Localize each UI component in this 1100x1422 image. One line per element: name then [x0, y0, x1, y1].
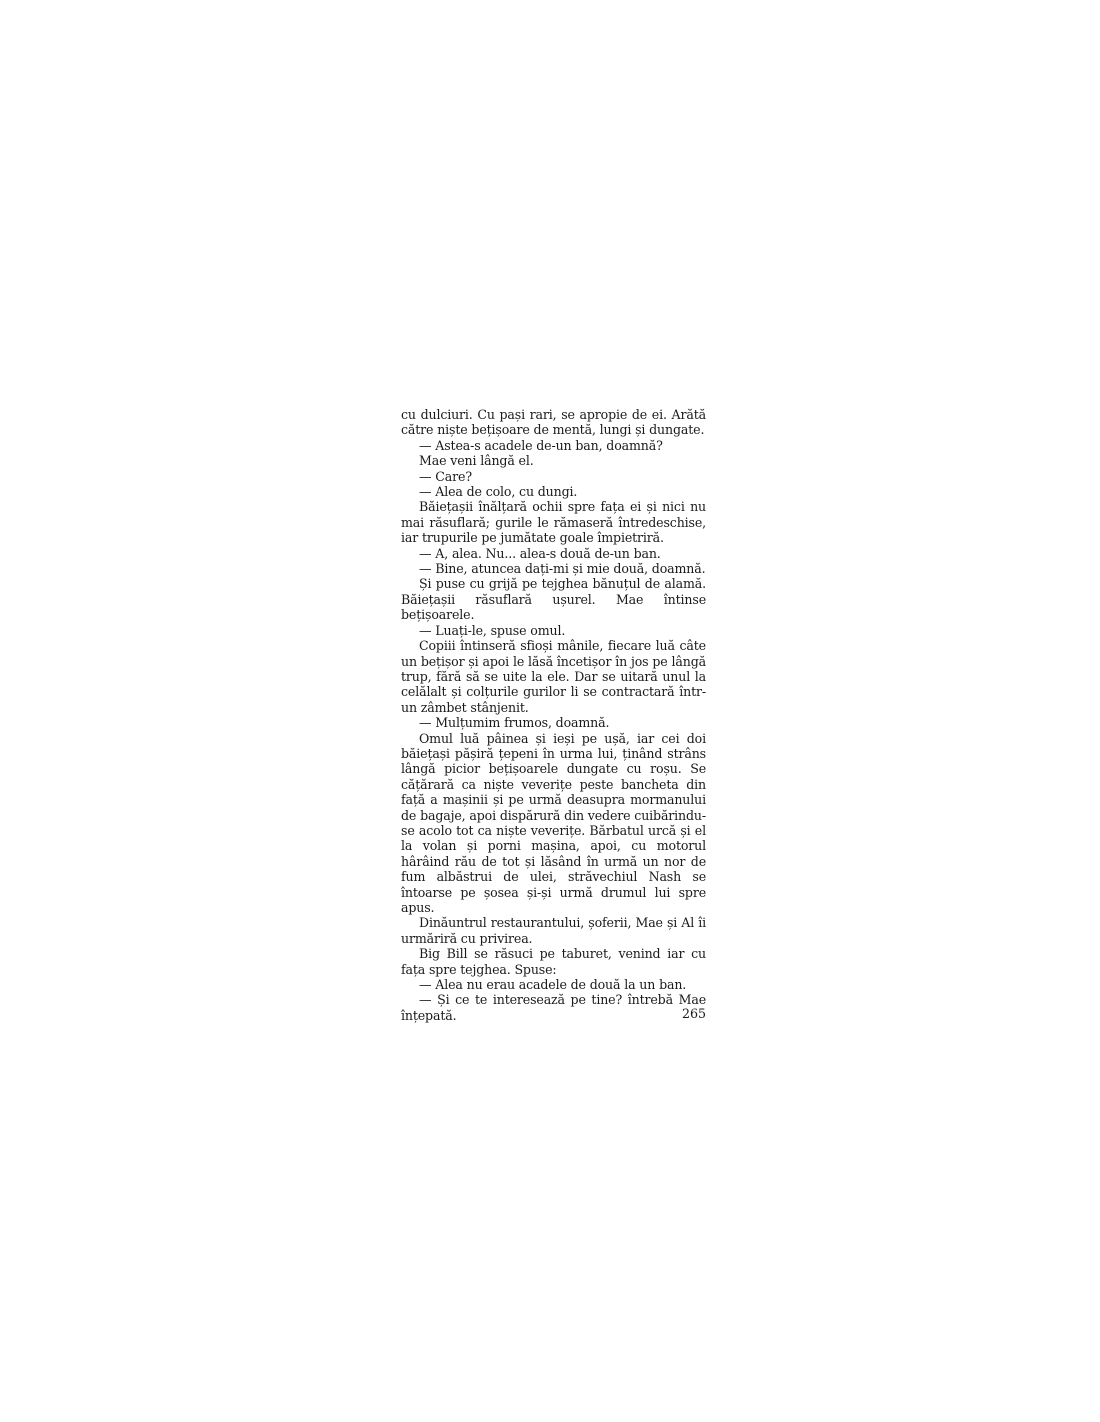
paragraph: cu dulciuri. Cu pași rari, se apropie de ei. Arătă către niște bețișoare de mentă, lungi și dungate.	[401, 407, 706, 438]
paragraph: — Luați-le, spuse omul.	[419, 622, 566, 638]
paragraph: — Astea-s acadele de-un ban, doamnă?	[419, 437, 663, 453]
paragraph: Și puse cu grijă pe tejghea bănuțul de alamă. Băiețașii răsuflară ușurel. Mae întinse bețișoarele.	[401, 576, 706, 623]
paragraph: — Alea de colo, cu dungi.	[419, 484, 578, 500]
paragraph: Dinăuntrul restaurantului, șoferii, Mae și Al îi urmăriră cu privirea.	[401, 915, 706, 946]
paragraph: Mae veni lângă el.	[419, 453, 534, 469]
paragraph: Băiețașii înălțară ochii spre fața ei și nici nu mai răsuflară; gurile le rămaseră întredeschise, iar trupurile pe jumătate goale împietriră.	[401, 499, 706, 546]
paragraph: — Care?	[419, 468, 472, 484]
paragraph: — Și ce te interesează pe tine? întrebă Mae înțepată.	[401, 992, 706, 1023]
paragraph: — Alea nu erau acadele de două la un ban.	[419, 977, 687, 993]
paragraph: Big Bill se răsuci pe taburet, venind iar cu fața spre tejghea. Spuse:	[401, 946, 706, 977]
paragraph: — Mulțumim frumos, doamnă.	[419, 715, 610, 731]
paragraph: — A, alea. Nu... alea-s două de-un ban.	[419, 545, 661, 561]
paragraph: Copiii întinseră sfioși mânile, fiecare luă câte un bețișor și apoi le lăsă încetișor în jos pe lângă trup, fără să se uite la ele. Dar se uitară unul la celălalt și colțurile gurilor li se contractară într-un zâmbet stânjenit.	[401, 638, 706, 715]
book-page-text	[401, 407, 706, 1023]
page-number: 265	[681, 1006, 706, 1021]
paragraph: — Bine, atuncea dați-mi și mie două, doamnă.	[419, 561, 706, 577]
paragraph: Omul luă pâinea și ieși pe ușă, iar cei doi băiețași pășiră țepeni în urma lui, ținând strâns lângă picior bețișoarele dungate cu roșu. Se cățărară ca niște veverițe peste bancheta din față a mașinii și pe urmă deasupra mormanului de bagaje, apoi dispărură din vedere cuibărindu-se acolo tot ca niște veverițe. Bărbatul urcă și el la volan și porni mașina, apoi, cu motorul hârâind rău de tot și lăsând în urmă un nor de fum albăstrui de ulei, străvechiul Nash se întoarse pe șosea și-și urmă drumul lui spre apus.	[401, 730, 706, 915]
